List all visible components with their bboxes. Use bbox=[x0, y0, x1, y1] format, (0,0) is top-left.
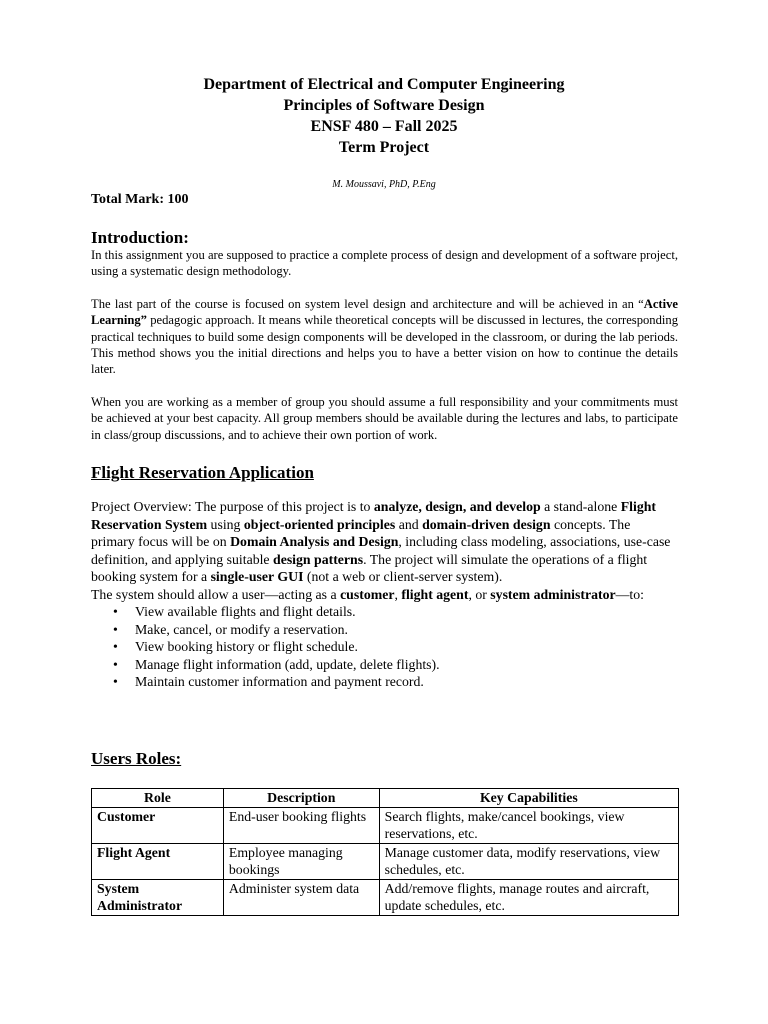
text-run: —to: bbox=[615, 586, 644, 602]
list-item bbox=[91, 638, 671, 656]
emphasis: system administrator bbox=[490, 586, 616, 602]
text-run: pedagogic approach. It means while theoretical concepts will be discussed in lectures, the corresponding practical techniques to build some design components will be developed in the classroom, or during the lab periods. This method shows you the initial directions and helps you to have a better vision on how to continue the details later. bbox=[91, 313, 678, 377]
list-item bbox=[91, 656, 671, 674]
table-row bbox=[92, 879, 679, 915]
list-item bbox=[91, 621, 671, 639]
emphasis: analyze, design, and develop bbox=[373, 499, 541, 514]
document-title: Term Project bbox=[338, 139, 430, 156]
emphasis: customer bbox=[340, 586, 395, 602]
emphasis: Domain Analysis and Design bbox=[230, 534, 399, 549]
list-item-text: Make, cancel, or modify a reservation. bbox=[135, 621, 348, 637]
text-run: , bbox=[394, 586, 402, 602]
column-header-capabilities: Key Capabilities bbox=[379, 789, 678, 808]
column-header-description: Description bbox=[223, 789, 379, 808]
list-item bbox=[91, 603, 671, 621]
department-title: Department of Electrical and Computer Engineering bbox=[203, 76, 565, 93]
description-cell: End-user booking flights bbox=[223, 807, 379, 843]
capabilities-cell: Search flights, make/cancel bookings, view reservations, etc. bbox=[379, 807, 678, 843]
intro-paragraph-1: In this assignment you are supposed to practice a complete process of design and development of a software project, using a systematic design methodology. bbox=[91, 248, 678, 279]
course-name: Principles of Software Design bbox=[283, 97, 485, 114]
overview-paragraph bbox=[91, 498, 671, 586]
capability-list bbox=[91, 603, 671, 691]
table-header-row bbox=[92, 789, 679, 808]
bullet-icon: • bbox=[113, 656, 118, 672]
text-run: The system should allow a user—acting as a bbox=[91, 586, 341, 602]
text-run: (not a web or client-server system). bbox=[303, 569, 503, 584]
system-paragraph bbox=[91, 586, 671, 604]
text-run: Project Overview: The purpose of this project is to bbox=[91, 499, 374, 514]
description-cell: Employee managing bookings bbox=[223, 843, 379, 879]
list-item-text: View available flights and flight details. bbox=[135, 604, 356, 619]
emphasis: flight agent bbox=[401, 586, 469, 602]
description-cell: Administer system data bbox=[223, 879, 379, 915]
text-run: a stand-alone bbox=[540, 499, 621, 514]
course-code: ENSF 480 – Fall 2025 bbox=[310, 118, 458, 135]
capabilities-cell: Add/remove flights, manage routes and aircraft, update schedules, etc. bbox=[379, 879, 678, 915]
text-run: , including class modeling, associations, use-case definition, and applying suitable bbox=[91, 534, 671, 567]
list-item-text: View booking history or flight schedule. bbox=[135, 639, 358, 654]
column-header-role: Role bbox=[92, 789, 224, 808]
capabilities-cell: Manage customer data, modify reservations, view schedules, etc. bbox=[379, 843, 678, 879]
text-run: concepts. The primary focus will be on bbox=[91, 516, 631, 549]
flight-section-heading: Flight Reservation Application bbox=[91, 463, 314, 482]
intro-heading: Introduction: bbox=[91, 228, 189, 247]
bullet-icon: • bbox=[113, 639, 118, 654]
project-overview bbox=[91, 498, 671, 691]
role-cell: Flight Agent bbox=[92, 843, 224, 879]
text-run: , or bbox=[468, 586, 491, 602]
emphasis: single-user GUI bbox=[210, 569, 304, 584]
intro-paragraph-2 bbox=[91, 296, 678, 377]
table-row bbox=[92, 843, 679, 879]
emphasis: design patterns bbox=[273, 551, 364, 567]
list-item-text: Maintain customer information and payment record. bbox=[135, 674, 424, 689]
roles-heading: Users Roles: bbox=[91, 749, 182, 768]
bullet-icon: • bbox=[113, 674, 118, 689]
list-item-text: Manage flight information (add, update, delete flights). bbox=[135, 656, 440, 672]
text-run: The last part of the course is focused on system level design and architecture and will be achieved in an “ bbox=[91, 297, 644, 311]
document-header bbox=[0, 74, 768, 158]
list-item bbox=[91, 673, 671, 691]
text-run: using bbox=[207, 516, 244, 532]
emphasis: Flight Reservation System bbox=[91, 499, 656, 532]
emphasis-active-learning: Active Learning” bbox=[91, 297, 678, 328]
bullet-icon: • bbox=[113, 604, 118, 619]
role-cell: Customer bbox=[92, 807, 224, 843]
emphasis: domain-driven design bbox=[422, 516, 551, 532]
emphasis: object-oriented principles bbox=[243, 516, 396, 532]
role-cell: System Administrator bbox=[92, 879, 224, 915]
table-row bbox=[92, 807, 679, 843]
text-run: and bbox=[395, 516, 423, 532]
text-run: . The project will simulate the operations of a flight booking system for a bbox=[91, 551, 648, 584]
total-mark: Total Mark: 100 bbox=[91, 192, 189, 207]
bullet-icon: • bbox=[113, 621, 118, 637]
author-line: M. Moussavi, PhD, P.Eng bbox=[332, 179, 436, 190]
intro-paragraph-3: When you are working as a member of group you should assume a full responsibility and your commitments must be achieved at your best capacity. All group members should be available during the lectures and labs, to participate in class/group discussions, and to achieve their own portion of work. bbox=[91, 395, 678, 442]
roles-table bbox=[91, 788, 679, 916]
